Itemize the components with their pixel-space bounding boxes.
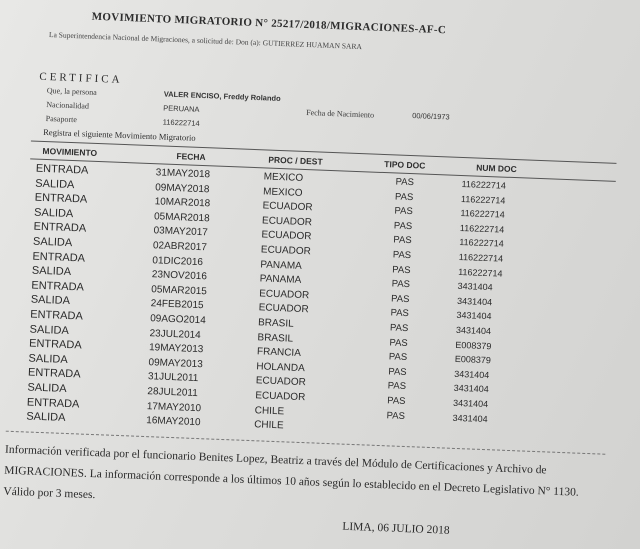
- movimiento-cell: SALIDA: [31, 264, 72, 279]
- movimiento-cell: SALIDA: [35, 177, 75, 191]
- tipo-doc-cell: PAS: [387, 380, 407, 393]
- proc-dest-cell: MEXICO: [262, 185, 303, 199]
- fecha-cell: 17MAY2010: [146, 400, 202, 414]
- fecha-cell: 23JUL2014: [149, 327, 201, 341]
- fecha-cell: 24FEB2015: [150, 298, 204, 312]
- tipo-doc-cell: PAS: [386, 395, 406, 408]
- col-num-doc: NUM DOC: [476, 162, 517, 175]
- num-doc-cell: 3431404: [455, 324, 492, 337]
- fecha-cell: 05MAR2015: [151, 283, 208, 298]
- movimiento-cell: ENTRADA: [27, 366, 81, 381]
- table-top-rule: [31, 140, 617, 163]
- proc-dest-cell: HOLANDA: [256, 361, 305, 374]
- tipo-doc-cell: PAS: [395, 176, 415, 189]
- num-doc-cell: 116222714: [459, 237, 504, 250]
- tipo-doc-cell: PAS: [388, 351, 408, 364]
- proc-dest-cell: ECUADOR: [261, 215, 313, 229]
- proc-dest-cell: CHILE: [254, 404, 285, 417]
- tipo-doc-cell: PAS: [389, 322, 409, 335]
- tipo-doc-cell: PAS: [394, 205, 413, 218]
- movimiento-cell: SALIDA: [30, 293, 71, 308]
- pasaporte-value: 116222714: [162, 117, 200, 128]
- proc-dest-cell: ECUADOR: [255, 375, 307, 389]
- col-fecha: FECHA: [176, 151, 206, 163]
- num-doc-cell: 3431404: [452, 397, 489, 410]
- movimiento-cell: SALIDA: [28, 352, 68, 366]
- tipo-doc-cell: PAS: [388, 366, 407, 378]
- proc-dest-cell: CHILE: [253, 419, 284, 432]
- tipo-doc-cell: PAS: [390, 307, 410, 320]
- tipo-doc-cell: PAS: [386, 409, 406, 422]
- place-date: LIMA, 06 JULIO 2018: [342, 520, 450, 537]
- fecha-cell: 28JUL2011: [147, 386, 198, 400]
- tipo-doc-cell: PAS: [393, 220, 413, 232]
- proc-dest-cell: ECUADOR: [262, 200, 313, 214]
- num-doc-cell: 116222714: [458, 266, 503, 279]
- nacionalidad-value: PERUANA: [163, 103, 200, 114]
- proc-dest-cell: ECUADOR: [255, 390, 306, 404]
- certifica-heading: CERTIFICA: [39, 70, 123, 86]
- request-line: La Superintendencia Nacional de Migraciones, a solicitud de: Don (a): GUTIERREZ HUAMAN SARA: [48, 30, 363, 52]
- num-doc-cell: 116222714: [458, 251, 504, 264]
- movimiento-cell: SALIDA: [32, 235, 73, 250]
- col-tipo-doc: TIPO DOC: [384, 159, 426, 171]
- num-doc-cell: 116222714: [460, 193, 506, 206]
- movimiento-cell: SALIDA: [27, 381, 67, 395]
- fecha-cell: 19MAY2013: [148, 342, 204, 356]
- num-doc-cell: 116222714: [460, 208, 505, 220]
- movimiento-cell: SALIDA: [33, 206, 74, 220]
- num-doc-cell: 116222714: [459, 222, 505, 235]
- proc-dest-cell: BRASIL: [257, 317, 294, 330]
- fecha-cell: 05MAR2018: [153, 211, 210, 225]
- fecha-cell: 03MAY2017: [153, 225, 209, 239]
- num-doc-cell: 3431404: [456, 295, 493, 308]
- proc-dest-cell: BRASIL: [257, 331, 294, 345]
- col-proc-dest: PROC / DEST: [268, 154, 323, 167]
- proc-dest-cell: MEXICO: [263, 171, 304, 184]
- proc-dest-cell: FRANCIA: [256, 346, 302, 360]
- num-doc-cell: E008379: [454, 354, 492, 366]
- num-doc-cell: 3431404: [454, 368, 490, 381]
- registra-line: Registra el siguiente Movimiento Migratorio: [43, 126, 196, 143]
- persona-value: VALER ENCISO, Freddy Rolando: [163, 89, 281, 103]
- fecha-cell: 02ABR2017: [152, 240, 208, 254]
- movimiento-cell: SALIDA: [29, 323, 70, 337]
- fecha-cell: 31JUL2011: [147, 371, 199, 385]
- movimiento-cell: SALIDA: [26, 410, 66, 425]
- fecha-cell: 09MAY2018: [155, 181, 210, 195]
- certificate-sheet: [1, 8, 631, 549]
- num-doc-cell: 3431404: [453, 383, 489, 395]
- proc-dest-cell: ECUADOR: [258, 288, 310, 302]
- proc-dest-cell: PANAMA: [259, 273, 302, 287]
- proc-dest-cell: ECUADOR: [260, 244, 312, 258]
- movimiento-cell: ENTRADA: [33, 221, 87, 236]
- fecha-cell: 10MAR2018: [154, 196, 211, 210]
- tipo-doc-cell: PAS: [391, 278, 411, 291]
- num-doc-cell: 3431404: [452, 412, 488, 424]
- movimiento-cell: ENTRADA: [35, 162, 89, 177]
- nacionalidad-label: Nacionalidad: [46, 100, 90, 111]
- document-title: MOVIMIENTO MIGRATORIO N° 25217/2018/MIGRACIONES-AF-C: [91, 10, 447, 37]
- movimiento-cell: ENTRADA: [32, 250, 86, 265]
- fecha-cell: 16MAY2010: [146, 415, 201, 429]
- tipo-doc-cell: PAS: [392, 249, 412, 262]
- fecha-cell: 09AGO2014: [149, 313, 206, 327]
- proc-dest-cell: ECUADOR: [258, 302, 309, 316]
- num-doc-cell: 3431404: [456, 310, 492, 322]
- col-movimiento: MOVIMIENTO: [42, 145, 98, 158]
- movimiento-cell: ENTRADA: [28, 337, 82, 352]
- nacimiento-label: Fecha de Nacimiento: [306, 107, 375, 120]
- fecha-cell: 09MAY2013: [148, 356, 203, 370]
- verification-note: Información verificada por el funcionario Benites Lopez, Beatriz a través del Módulo de Certificaciones y Archivo de MIGRACIONES. La información corresponde a los últimos 10 años según lo establecido en el Decreto Legislativo N° 1130. Válido por 3 meses.: [3, 443, 579, 502]
- movimiento-cell: ENTRADA: [30, 308, 83, 323]
- pasaporte-label: Pasaporte: [45, 113, 78, 125]
- movimiento-cell: ENTRADA: [34, 191, 88, 206]
- num-doc-cell: E008379: [455, 339, 492, 351]
- num-doc-cell: 3431404: [457, 281, 493, 293]
- proc-dest-cell: PANAMA: [260, 258, 303, 272]
- fecha-cell: 01DIC2016: [152, 254, 204, 268]
- movimiento-cell: ENTRADA: [31, 279, 85, 294]
- num-doc-cell: 116222714: [461, 179, 507, 191]
- tipo-doc-cell: PAS: [393, 234, 412, 247]
- fecha-cell: 23NOV2016: [151, 269, 208, 283]
- tipo-doc-cell: PAS: [392, 264, 411, 276]
- tipo-doc-cell: PAS: [389, 336, 408, 349]
- tipo-doc-cell: PAS: [394, 191, 414, 203]
- proc-dest-cell: ECUADOR: [261, 229, 312, 243]
- nacimiento-value: 00/06/1973: [411, 111, 450, 122]
- persona-label: Que, la persona: [46, 86, 97, 97]
- movimiento-cell: ENTRADA: [26, 396, 80, 411]
- tipo-doc-cell: PAS: [390, 293, 410, 305]
- fecha-cell: 31MAY2018: [155, 167, 211, 181]
